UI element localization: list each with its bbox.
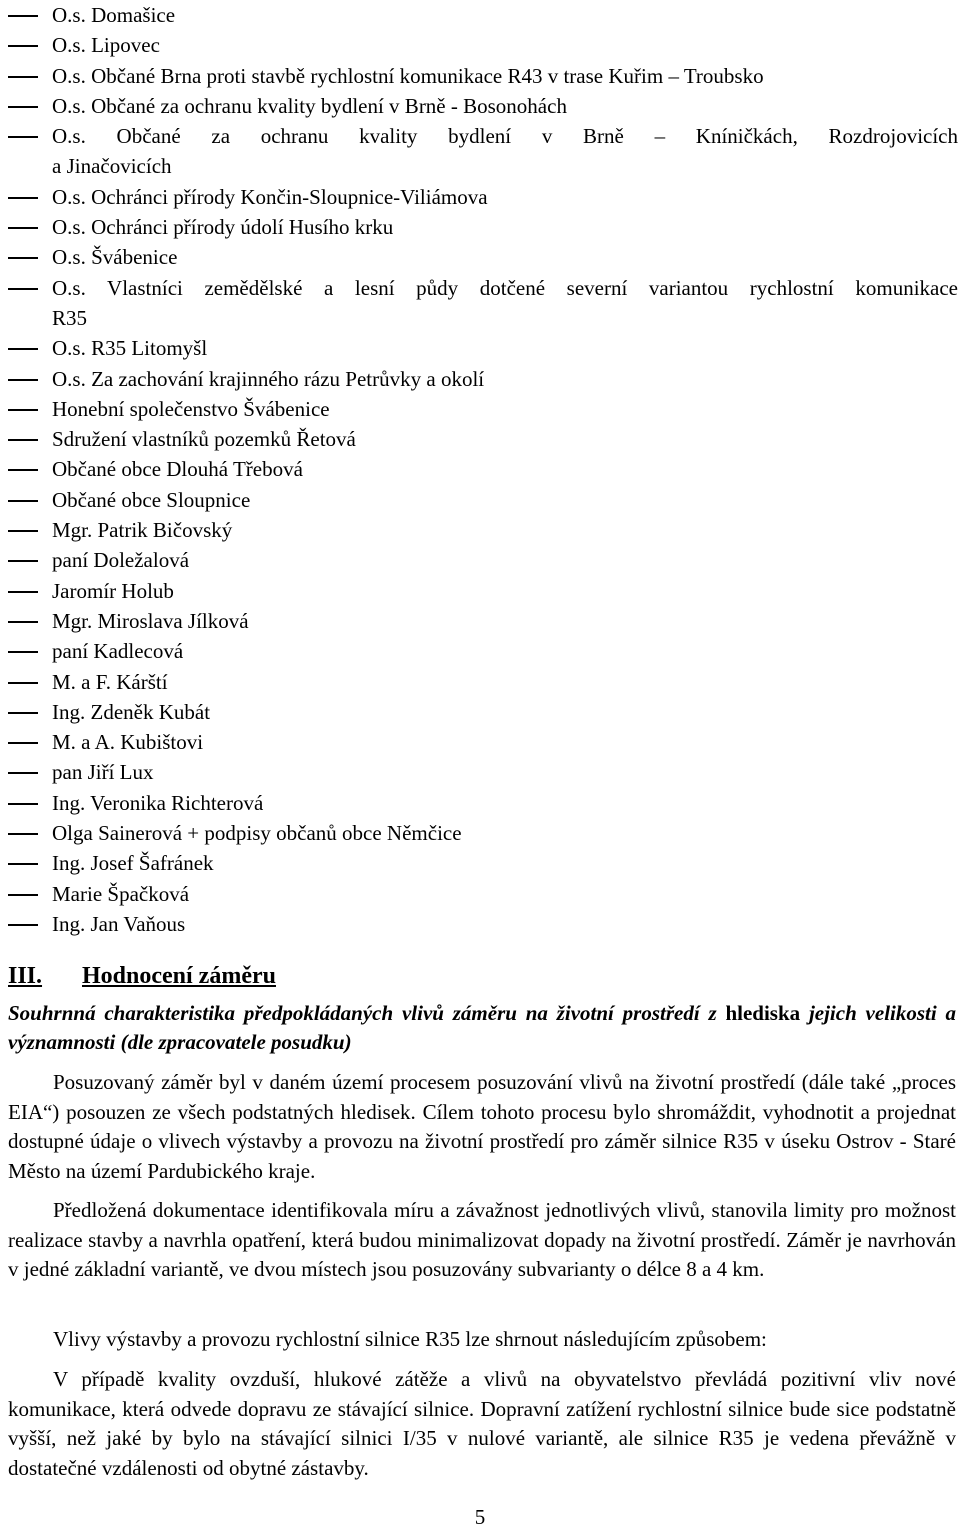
dash-bullet-icon: [8, 863, 38, 865]
dash-bullet-icon: [8, 621, 38, 623]
dash-bullet-icon: [8, 651, 38, 653]
paragraph: Posuzovaný záměr byl v daném území procesem posuzování vlivů na životní prostředí (dále také „proces EIA“) posouzen ze všech podstatných hledisek. Cílem tohoto procesu bylo shromáždit, vyhodnotit a projednat dostupné údaje o vlivech výstavby a provozu na životní prostředí pro záměr silnice R35 v úseku Ostrov - Staré Město na území Pardubického kraje.: [8, 1070, 956, 1184]
list-item: Sdružení vlastníků pozemků Řetová: [8, 424, 958, 454]
list-item: O.s. Domašice: [8, 0, 958, 30]
dash-bullet-icon: [8, 76, 38, 78]
list-item: pan Jiří Lux: [8, 757, 958, 787]
dash-bullet-icon: [8, 439, 38, 441]
dash-bullet-icon: [8, 106, 38, 108]
list-item: O.s. Lipovec: [8, 30, 958, 60]
list-item: O.s. Vlastníci zemědělské a lesní půdy dotčené severní variantou rychlostní komunikace R35: [8, 273, 958, 334]
list-item: Ing. Josef Šafránek: [8, 848, 958, 878]
dash-bullet-icon: [8, 742, 38, 744]
list-item: M. a F. Kárští: [8, 667, 958, 697]
paragraph: Vlivy výstavby a provozu rychlostní silnice R35 lze shrnout následujícím způsobem:: [53, 1327, 767, 1351]
list-item: Honební společenstvo Švábenice: [8, 394, 958, 424]
dash-bullet-icon: [8, 257, 38, 259]
dash-bullet-icon: [8, 348, 38, 350]
paragraph: Předložená dokumentace identifikovala míru a závažnost jednotlivých vlivů, stanovila limity pro možnost realizace stavby a navrhla opatření, která budou minimalizovat dopady na životní prostředí. Záměr je navrhován v jedné základní variantě, ve dvou místech jsou posuzovány subvarianty o délce 8 a 4 km.: [8, 1198, 956, 1282]
section-heading: [8, 960, 958, 992]
objector-list: [8, 0, 958, 939]
list-item: Marie Špačková: [8, 879, 958, 909]
list-item: O.s. Ochránci přírody Končin-Sloupnice-Viliámova: [8, 182, 958, 212]
list-item: O.s. Občané za ochranu kvality bydlení v Brně – Kníničkách, Rozdrojovicích a Jinačovicích: [8, 121, 958, 182]
list-item: Ing. Veronika Richterová: [8, 788, 958, 818]
list-item: O.s. Za zachování krajinného rázu Petrůvky a okolí: [8, 364, 958, 394]
dash-bullet-icon: [8, 833, 38, 835]
section-number: III.: [8, 963, 43, 989]
dash-bullet-icon: [8, 136, 38, 138]
dash-bullet-icon: [8, 379, 38, 381]
page-number: 5: [474, 1505, 486, 1529]
dash-bullet-icon: [8, 924, 38, 926]
list-item: Mgr. Miroslava Jílková: [8, 606, 958, 636]
list-item: Ing. Zdeněk Kubát: [8, 697, 958, 727]
list-item: M. a A. Kubištovi: [8, 727, 958, 757]
list-item: Mgr. Patrik Bičovský: [8, 515, 958, 545]
dash-bullet-icon: [8, 530, 38, 532]
dash-bullet-icon: [8, 227, 38, 229]
list-item: Olga Sainerová + podpisy občanů obce Němčice: [8, 818, 958, 848]
dash-bullet-icon: [8, 288, 38, 290]
dash-bullet-icon: [8, 560, 38, 562]
dash-bullet-icon: [8, 500, 38, 502]
dash-bullet-icon: [8, 894, 38, 896]
list-item: O.s. Občané za ochranu kvality bydlení v Brně - Bosonohách: [8, 91, 958, 121]
section-title: Hodnocení záměru: [82, 963, 276, 989]
list-item: O.s. Ochránci přírody údolí Husího krku: [8, 212, 958, 242]
list-item: O.s. Občané Brna proti stavbě rychlostní komunikace R43 v trase Kuřim – Troubsko: [8, 61, 958, 91]
list-item: paní Doležalová: [8, 545, 958, 575]
paragraph: V případě kvality ovzduší, hlukové zátěže a vlivů na obyvatelstvo převládá pozitivní vliv nové komunikace, která odvede dopravu ze stávající silnice. Dopravní zatížení rychlostní silnice bude sice podstatně vyšší, než jaké by bylo na stávající silnici I/35 v nulové variantě, ale silnice R35 je vedena převážně v dostatečné vzdálenosti od obytné zástavby.: [8, 1367, 956, 1481]
dash-bullet-icon: [8, 197, 38, 199]
subheading: Souhrnná charakteristika předpokládaných vlivů záměru na životní prostředí z hlediska jejich velikosti a významnosti (dle zpracovatele posudku): [8, 1001, 957, 1054]
list-item: Ing. Jan Vaňous: [8, 909, 958, 939]
list-item: Jaromír Holub: [8, 576, 958, 606]
list-item: Občané obce Sloupnice: [8, 485, 958, 515]
dash-bullet-icon: [8, 15, 38, 17]
list-item: O.s. R35 Litomyšl: [8, 333, 958, 363]
list-item: paní Kadlecová: [8, 636, 958, 666]
dash-bullet-icon: [8, 469, 38, 471]
list-item: O.s. Švábenice: [8, 242, 958, 272]
dash-bullet-icon: [8, 45, 38, 47]
dash-bullet-icon: [8, 803, 38, 805]
dash-bullet-icon: [8, 772, 38, 774]
dash-bullet-icon: [8, 682, 38, 684]
dash-bullet-icon: [8, 591, 38, 593]
dash-bullet-icon: [8, 409, 38, 411]
list-item: Občané obce Dlouhá Třebová: [8, 454, 958, 484]
dash-bullet-icon: [8, 712, 38, 714]
